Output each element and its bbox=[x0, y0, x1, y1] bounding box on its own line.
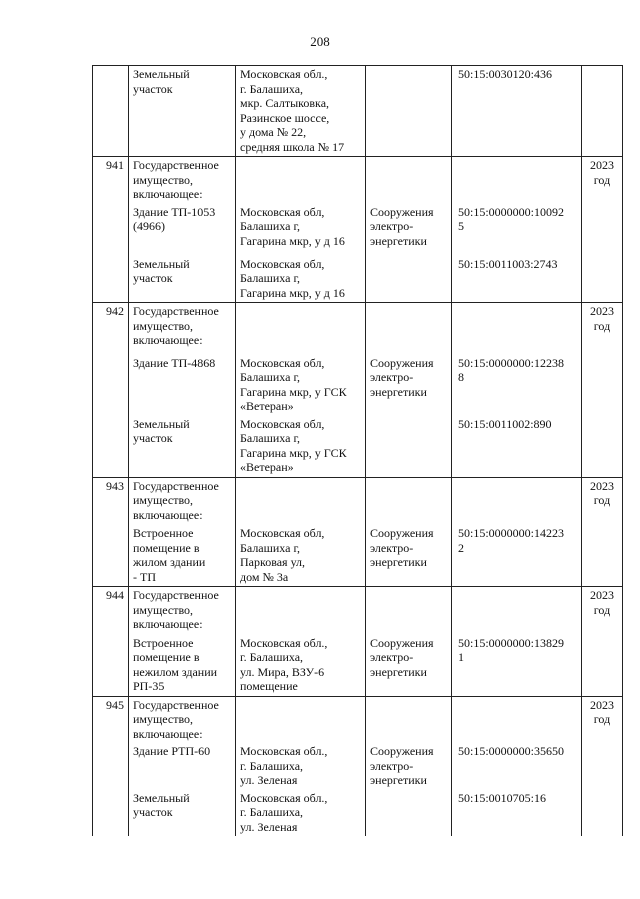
table-row bbox=[93, 525, 623, 587]
description-cell: Земельный участок bbox=[129, 416, 236, 478]
description-cell: Земельный участок bbox=[129, 256, 236, 303]
address-cell: Московская обл., г. Балашиха, ул. Мира, ВЗУ-6 помещение bbox=[236, 635, 366, 697]
year-cell bbox=[582, 743, 623, 790]
table-row bbox=[93, 303, 623, 355]
type-cell: Сооружения электро- энергетики bbox=[366, 355, 452, 416]
year-cell: 2023 год bbox=[582, 303, 623, 355]
table-row bbox=[93, 696, 623, 743]
item-number-cell bbox=[93, 790, 129, 837]
table-row bbox=[93, 66, 623, 157]
item-number-cell: 945 bbox=[93, 696, 129, 743]
cadastral-number-cell: 50:15:0000000:12238 8 bbox=[452, 355, 582, 416]
cadastral-number-cell: 50:15:0011002:890 bbox=[452, 416, 582, 478]
description-cell: Земельный участок bbox=[129, 66, 236, 157]
type-cell bbox=[366, 303, 452, 355]
item-number-cell: 941 bbox=[93, 157, 129, 204]
description-cell: Государственное имущество, включающее: bbox=[129, 303, 236, 355]
type-cell bbox=[366, 587, 452, 635]
address-cell: Московская обл, Балашиха г, Гагарина мкр, у д 16 bbox=[236, 204, 366, 256]
year-cell: 2023 год bbox=[582, 587, 623, 635]
cadastral-number-cell: 50:15:0000000:35650 bbox=[452, 743, 582, 790]
type-cell bbox=[366, 477, 452, 525]
table-row bbox=[93, 790, 623, 837]
type-cell bbox=[366, 157, 452, 204]
year-cell: 2023 год bbox=[582, 157, 623, 204]
item-number-cell bbox=[93, 416, 129, 478]
description-cell: Встроенное помещение в нежилом здании РП-35 bbox=[129, 635, 236, 697]
table-row bbox=[93, 157, 623, 204]
year-cell bbox=[582, 355, 623, 416]
cadastral-number-cell: 50:15:0000000:14223 2 bbox=[452, 525, 582, 587]
type-cell: Сооружения электро- энергетики bbox=[366, 204, 452, 256]
address-cell: Московская обл, Балашиха г, Парковая ул, дом № 3а bbox=[236, 525, 366, 587]
cadastral-number-cell bbox=[452, 477, 582, 525]
description-cell: Здание ТП-1053 (4966) bbox=[129, 204, 236, 256]
description-cell: Здание ТП-4868 bbox=[129, 355, 236, 416]
type-cell bbox=[366, 66, 452, 157]
table-row bbox=[93, 204, 623, 256]
address-cell: Московская обл., г. Балашиха, ул. Зеленая bbox=[236, 790, 366, 837]
year-cell bbox=[582, 790, 623, 837]
item-number-cell bbox=[93, 204, 129, 256]
year-cell bbox=[582, 416, 623, 478]
address-cell bbox=[236, 157, 366, 204]
item-number-cell bbox=[93, 525, 129, 587]
address-cell bbox=[236, 477, 366, 525]
year-cell: 2023 год bbox=[582, 477, 623, 525]
type-cell bbox=[366, 416, 452, 478]
type-cell bbox=[366, 696, 452, 743]
year-cell bbox=[582, 204, 623, 256]
table-row bbox=[93, 635, 623, 697]
type-cell bbox=[366, 256, 452, 303]
address-cell bbox=[236, 303, 366, 355]
address-cell bbox=[236, 587, 366, 635]
description-cell: Государственное имущество, включающее: bbox=[129, 477, 236, 525]
item-number-cell: 943 bbox=[93, 477, 129, 525]
table-row bbox=[93, 416, 623, 478]
address-cell: Московская обл, Балашиха г, Гагарина мкр, у ГСК «Ветеран» bbox=[236, 416, 366, 478]
cadastral-number-cell bbox=[452, 303, 582, 355]
description-cell: Земельный участок bbox=[129, 790, 236, 837]
description-cell: Встроенное помещение в жилом здании - ТП bbox=[129, 525, 236, 587]
description-cell: Государственное имущество, включающее: bbox=[129, 157, 236, 204]
description-cell: Государственное имущество, включающее: bbox=[129, 587, 236, 635]
cadastral-number-cell bbox=[452, 696, 582, 743]
table-row bbox=[93, 587, 623, 635]
item-number-cell: 944 bbox=[93, 587, 129, 635]
item-number-cell bbox=[93, 66, 129, 157]
item-number-cell bbox=[93, 635, 129, 697]
cadastral-number-cell: 50:15:0000000:10092 5 bbox=[452, 204, 582, 256]
table-row bbox=[93, 743, 623, 790]
item-number-cell bbox=[93, 743, 129, 790]
table-row bbox=[93, 355, 623, 416]
year-cell: 2023 год bbox=[582, 696, 623, 743]
cadastral-number-cell bbox=[452, 157, 582, 204]
item-number-cell: 942 bbox=[93, 303, 129, 355]
address-cell: Московская обл, Балашиха г, Гагарина мкр, у ГСК «Ветеран» bbox=[236, 355, 366, 416]
address-cell: Московская обл, Балашиха г, Гагарина мкр, у д 16 bbox=[236, 256, 366, 303]
year-cell bbox=[582, 525, 623, 587]
cadastral-number-cell: 50:15:0010705:16 bbox=[452, 790, 582, 837]
type-cell bbox=[366, 790, 452, 837]
type-cell: Сооружения электро- энергетики bbox=[366, 525, 452, 587]
cadastral-number-cell: 50:15:0000000:13829 1 bbox=[452, 635, 582, 697]
page-number: 208 bbox=[310, 34, 330, 49]
registry-body bbox=[93, 66, 623, 837]
item-number-cell bbox=[93, 355, 129, 416]
type-cell: Сооружения электро- энергетики bbox=[366, 743, 452, 790]
item-number-cell bbox=[93, 256, 129, 303]
table-row bbox=[93, 256, 623, 303]
type-cell: Сооружения электро- энергетики bbox=[366, 635, 452, 697]
year-cell bbox=[582, 256, 623, 303]
cadastral-number-cell bbox=[452, 587, 582, 635]
table-row bbox=[93, 477, 623, 525]
description-cell: Государственное имущество, включающее: bbox=[129, 696, 236, 743]
cadastral-number-cell: 50:15:0030120:436 bbox=[452, 66, 582, 157]
address-cell: Московская обл., г. Балашиха, ул. Зеленая bbox=[236, 743, 366, 790]
description-cell: Здание РТП-60 bbox=[129, 743, 236, 790]
address-cell: Московская обл., г. Балашиха, мкр. Салтыковка, Разинское шоссе, у дома № 22, средняя школа № 17 bbox=[236, 66, 366, 157]
year-cell bbox=[582, 635, 623, 697]
address-cell bbox=[236, 696, 366, 743]
property-registry-table bbox=[92, 65, 623, 836]
year-cell bbox=[582, 66, 623, 157]
cadastral-number-cell: 50:15:0011003:2743 bbox=[452, 256, 582, 303]
